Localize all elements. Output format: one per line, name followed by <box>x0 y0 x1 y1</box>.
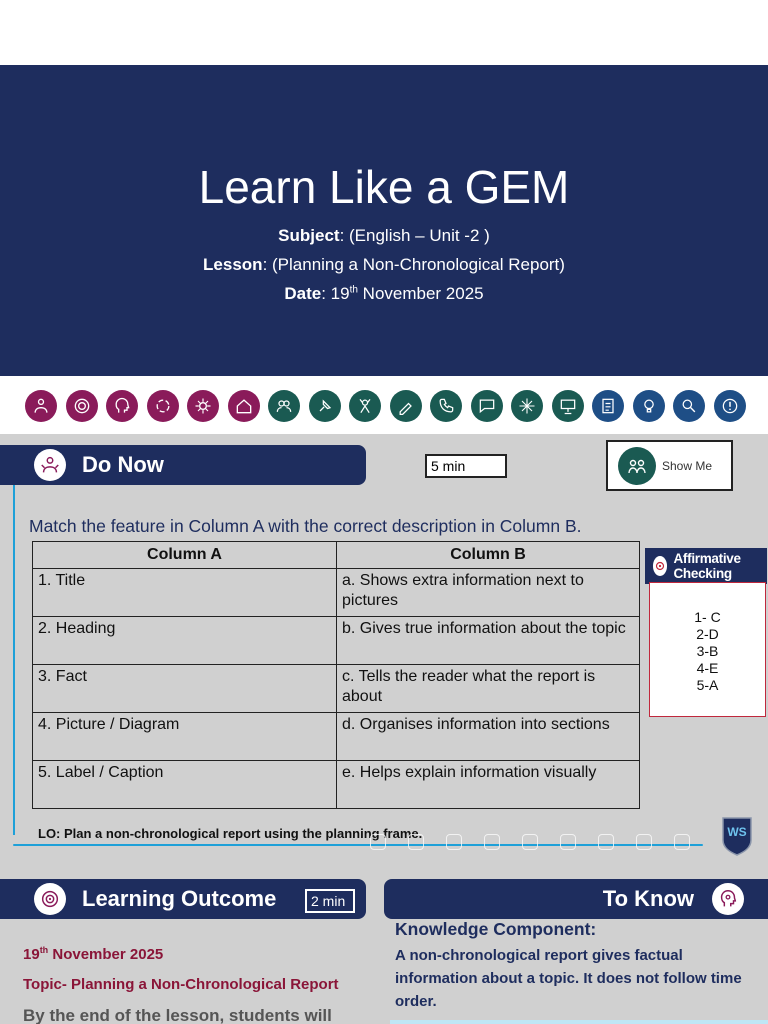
house-icon[interactable] <box>228 390 260 422</box>
column-b-header: Column B <box>337 542 640 569</box>
to-know-header <box>384 879 768 919</box>
subject-label: Subject <box>278 226 340 245</box>
icon-strip <box>0 376 768 434</box>
people-pointing-icon <box>618 447 656 485</box>
hand-pen-icon[interactable] <box>390 390 422 422</box>
checklist-icon[interactable] <box>592 390 624 422</box>
table-row <box>33 665 640 713</box>
do-now-label: Do Now <box>82 452 164 477</box>
team-cheer-icon[interactable] <box>349 390 381 422</box>
head-idea-icon <box>712 883 744 915</box>
subject-value: : (English – Unit -2 ) <box>339 226 490 245</box>
presentation-icon[interactable] <box>552 390 584 422</box>
table-cell: c. Tells the reader what the report is about <box>337 665 640 713</box>
lesson-line <box>0 255 768 275</box>
date-line <box>0 284 768 304</box>
do-now-timer: 5 min <box>425 454 507 478</box>
do-now-instruction: Match the feature in Column A with the correct description in Column B. <box>29 516 582 536</box>
lo-statement: LO: Plan a non-chronological report using the planning frame. <box>38 826 423 841</box>
head-idea-icon[interactable] <box>106 390 138 422</box>
affirmative-answers <box>649 582 766 717</box>
learning-outcome-timer: 2 min <box>305 889 355 913</box>
lo-topic: Topic- Planning a Non-Chronological Report <box>23 976 339 993</box>
knowledge-component-body: A non-chronological report gives factual information about a topic. It does not follow time order. <box>395 947 742 1010</box>
group-icon[interactable] <box>268 390 300 422</box>
do-now-header <box>0 445 366 485</box>
table-cell: 1. Title <box>33 569 337 617</box>
warning-icon[interactable] <box>714 390 746 422</box>
answer-item: 5-A <box>696 677 719 693</box>
date-label: Date <box>284 284 322 303</box>
table-header-row <box>33 542 640 569</box>
answer-item: 4-E <box>696 660 719 676</box>
pin-tool-icon[interactable] <box>309 390 341 422</box>
target-icon[interactable] <box>66 390 98 422</box>
table-row <box>33 617 640 665</box>
table-cell: 2. Heading <box>33 617 337 665</box>
virus-icon[interactable] <box>187 390 219 422</box>
to-know-label: To Know <box>602 886 694 911</box>
lightbulb-icon[interactable] <box>633 390 665 422</box>
table-cell: 5. Label / Caption <box>33 761 337 809</box>
table-cell: a. Shows extra information next to pictures <box>337 569 640 617</box>
table-cell: 3. Fact <box>33 665 337 713</box>
table-cell: b. Gives true information about the topic <box>337 617 640 665</box>
answer-item: 1- C <box>694 609 721 625</box>
answer-item: 3-B <box>696 643 719 659</box>
logo-text: WS <box>727 825 747 839</box>
lo-intro: By the end of the lesson, students will <box>23 1006 332 1024</box>
lesson-label: Lesson <box>203 255 263 274</box>
date-rest: November 2025 <box>357 284 484 303</box>
faint-icon-row <box>370 834 720 854</box>
people-hands-icon[interactable] <box>25 390 57 422</box>
show-me-button[interactable] <box>606 440 733 491</box>
people-hands-icon <box>34 449 66 481</box>
table-row <box>33 713 640 761</box>
affirmative-header <box>645 548 767 584</box>
cycle-icon[interactable] <box>147 390 179 422</box>
table-row <box>33 761 640 809</box>
lo-date <box>23 945 163 963</box>
matching-table <box>32 541 640 809</box>
table-row <box>33 569 640 617</box>
lo-date-rest: November 2025 <box>48 946 164 963</box>
page-title: Learn Like a GEM <box>198 161 570 213</box>
sparkle-icon[interactable] <box>511 390 543 422</box>
lo-date-day: 19 <box>23 946 40 963</box>
highlight-strip <box>390 1020 768 1024</box>
column-a-header: Column A <box>33 542 337 569</box>
school-logo-icon <box>720 816 754 856</box>
subject-line <box>0 226 768 246</box>
chat-icon[interactable] <box>471 390 503 422</box>
section-border-left <box>13 485 15 835</box>
search-person-icon[interactable] <box>673 390 705 422</box>
table-cell: d. Organises information into sections <box>337 713 640 761</box>
affirmative-title: Affirmative Checking <box>673 551 741 581</box>
phone-icon[interactable] <box>430 390 462 422</box>
lo-date-suffix: th <box>39 945 49 955</box>
show-me-label: Show Me <box>662 458 713 473</box>
knowledge-component-title: Knowledge Component: <box>395 919 597 939</box>
lesson-value: : (Planning a Non-Chronological Report) <box>262 255 565 274</box>
answer-item: 2-D <box>696 626 719 642</box>
date-day: : 19 <box>321 284 350 303</box>
header-banner <box>0 65 768 376</box>
date-suffix: th <box>349 284 358 296</box>
target-icon <box>34 883 66 915</box>
table-cell: 4. Picture / Diagram <box>33 713 337 761</box>
table-cell: e. Helps explain information visually <box>337 761 640 809</box>
gear-person-icon <box>653 556 667 576</box>
learning-outcome-label: Learning Outcome <box>82 886 277 911</box>
affirmative-checking-panel <box>645 548 767 718</box>
